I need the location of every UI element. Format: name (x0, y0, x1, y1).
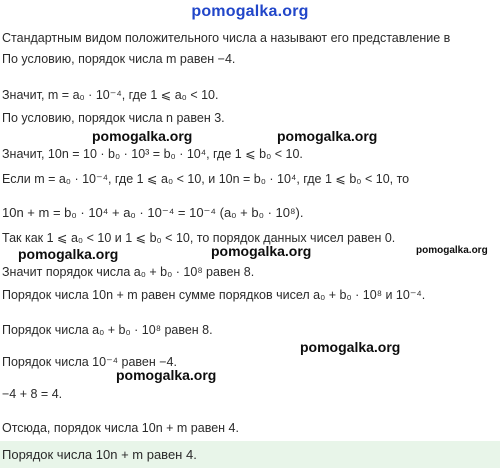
watermark-text: pomogalka.org (92, 128, 193, 144)
text-line-order-10-4: Порядок числа 10⁻⁴ равен −4. (2, 355, 177, 369)
text-line-intro: Стандартным видом положительного числа a называют его представление в (2, 31, 451, 45)
answer-text: Порядок числа 10n + m равен 4. (2, 447, 197, 462)
site-title[interactable]: pomogalka.org (191, 3, 309, 20)
text-line-condition: Если m = a₀ · 10⁻⁴, где 1 ⩽ a₀ < 10, и 10n = b₀ · 10⁴, где 1 ⩽ b₀ < 10, то (2, 172, 410, 186)
watermark-text: pomogalka.org (116, 367, 217, 383)
watermark-text: pomogalka.org (18, 246, 119, 262)
watermark-text: pomogalka.org (277, 128, 378, 144)
text-line-conclusion: Отсюда, порядок числа 10n + m равен 4. (2, 421, 239, 435)
text-line-order-eight: Значит порядок числа a₀ + b₀ · 10⁸ равен 8. (2, 265, 255, 279)
text-line-m-form: Значит, m = a₀ · 10⁻⁴, где 1 ⩽ a₀ < 10. (2, 88, 219, 102)
watermark-text: pomogalka.org (211, 243, 312, 259)
text-line-10n-form: Значит, 10n = 10 · b₀ · 10³ = b₀ · 10⁴, где 1 ⩽ b₀ < 10. (2, 147, 303, 161)
text-line-order-m: По условию, порядок числа m равен −4. (2, 52, 236, 66)
text-line-sum-formula: 10n + m = b₀ · 10⁴ + a₀ · 10⁻⁴ = 10⁻⁴ (a₀ + b₀ · 10⁸). (2, 205, 304, 220)
watermark-text: pomogalka.org (416, 245, 488, 256)
text-line-order-n: По условию, порядок числа n равен 3. (2, 111, 225, 125)
watermark-text: pomogalka.org (300, 339, 401, 355)
text-line-order-a0b0: Порядок числа a₀ + b₀ · 10⁸ равен 8. (2, 323, 213, 337)
text-line-order-zero: Так как 1 ⩽ a₀ < 10 и 1 ⩽ b₀ < 10, то порядок данных чисел равен 0. (2, 231, 396, 245)
text-line-order-sum: Порядок числа 10n + m равен сумме порядков чисел a₀ + b₀ · 10⁸ и 10⁻⁴. (2, 288, 426, 302)
text-line-arithmetic: −4 + 8 = 4. (2, 387, 63, 401)
